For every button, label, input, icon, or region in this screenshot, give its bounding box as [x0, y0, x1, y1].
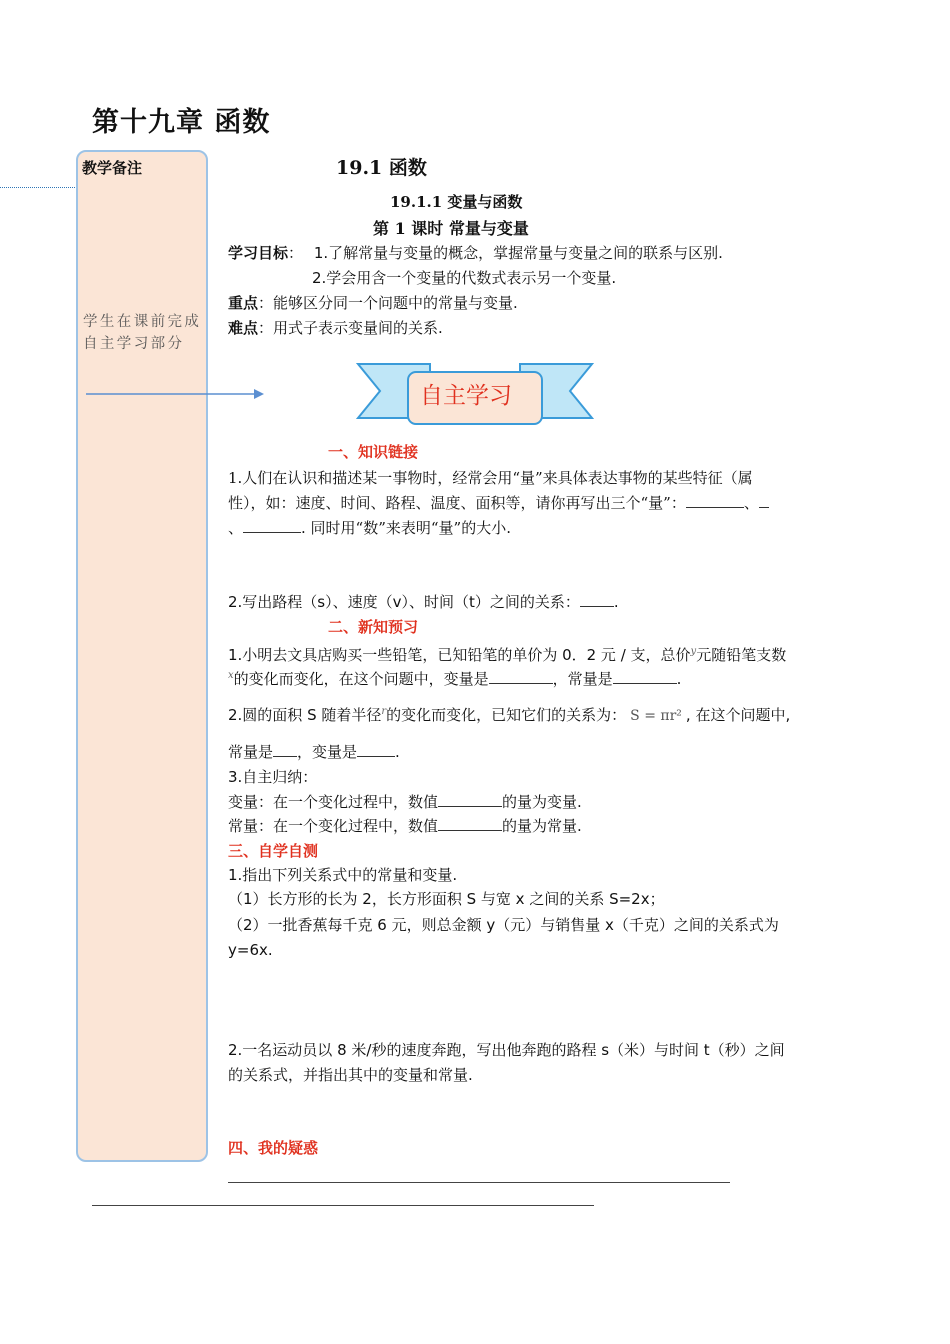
difficulty-label: 难点: [228, 319, 259, 337]
subsection-title: 19.1.1 变量与函数: [390, 193, 523, 211]
goal-item-1: 1.了解常量与变量的概念，掌握常量与变量之间的联系与区别.: [313, 244, 723, 262]
answer-blank[interactable]: [580, 590, 614, 607]
answer-blank[interactable]: [273, 740, 297, 757]
answer-blank[interactable]: [759, 491, 769, 508]
sidebar-panel: [76, 150, 208, 1162]
answer-blank[interactable]: [613, 667, 677, 684]
part3-q2: [228, 1038, 860, 1088]
chapter-title: 第十九章 函数: [92, 107, 271, 138]
definition-text: 常量：在一个变化过程中，数值: [228, 817, 439, 835]
banner-text: 自主学习: [420, 383, 512, 409]
part1-q1-line1: 1.人们在认识和描述某一事物时，经常会用“量”来具体表达事物的某些特征（属: [228, 469, 753, 487]
arrow-right-icon: [86, 386, 266, 402]
answer-line[interactable]: [228, 1182, 730, 1183]
goals-line-1: 学习目标： 1.了解常量与变量的概念，掌握常量与变量之间的联系与区别.: [228, 244, 723, 262]
key-point-text: 能够区分同一个问题中的常量与变量.: [273, 294, 518, 312]
part1-question-1: [228, 466, 860, 541]
answer-blank[interactable]: [357, 740, 395, 757]
part3-q1-item2: [228, 913, 860, 963]
definition-text: 的量为变量.: [502, 793, 582, 811]
answer-line[interactable]: [92, 1205, 594, 1206]
part1-q1-sep: 、: [228, 519, 244, 537]
part1-q1-tail: . 同时用“数”来表明“量”的大小.: [301, 519, 511, 537]
variable-r: r: [381, 706, 387, 717]
variable-y: y: [690, 646, 697, 657]
goals-label: 学习目标: [228, 244, 289, 262]
part1-q1-line2: [228, 491, 860, 516]
constant-definition: [228, 814, 582, 838]
area-formula: S = πr²: [630, 708, 682, 724]
margin-dotted-line: [0, 187, 77, 188]
part1-q1-line3: [228, 516, 860, 541]
part3-q1: 1.指出下列关系式中的常量和变量.: [228, 866, 458, 884]
key-point: 重点：能够区分同一个问题中的常量与变量.: [228, 294, 518, 312]
sidebar-note: 学生在课前完成自主学习部分: [83, 314, 202, 352]
part2-q1-text: ，常量是: [552, 670, 613, 688]
part3-q2-line1: 2.一名运动员以 8 米/秒的速度奔跑，写出他奔跑的路程 s（米）与时间 t（秒）之间: [228, 1041, 785, 1059]
difficulty: 难点：用式子表示变量间的关系.: [228, 319, 443, 337]
answer-blank[interactable]: [438, 790, 502, 807]
answer-blank[interactable]: [489, 667, 553, 684]
part2-q1-line1: [228, 640, 786, 667]
part1-q1-sep: 、: [743, 494, 759, 512]
part2-q1-text: 元随铅笔支数: [696, 646, 787, 664]
part2-heading: 二、新知预习: [328, 618, 419, 636]
answer-blank[interactable]: [686, 491, 744, 508]
part3-heading: 三、自学自测: [228, 842, 319, 860]
part2-q2-text: 的变化而变化，已知它们的关系为：: [386, 706, 627, 724]
answer-blank[interactable]: [243, 516, 301, 533]
part2-q2-text: , 在这个问题中,: [685, 706, 791, 724]
part1-q2-text: 2.写出路程（s）、速度（v）、时间（t）之间的关系：: [228, 593, 580, 611]
part2-q2-text: 常量是: [228, 743, 274, 761]
sidebar-title: 教学备注: [82, 159, 143, 177]
part2-q2-text: 2.圆的面积 S 随着半径: [228, 706, 382, 724]
part2-q2-line1: [228, 700, 790, 728]
variable-x: x: [228, 670, 234, 681]
part4-heading: 四、我的疑惑: [228, 1139, 319, 1157]
part1-question-2: 2.写出路程（s）、速度（v）、时间（t）之间的关系： .: [228, 590, 619, 614]
lesson-title: 第 1 课时 常量与变量: [373, 219, 529, 238]
variable-definition: [228, 790, 582, 814]
definition-text: 的量为常量.: [502, 817, 582, 835]
goal-item-2: 2.学会用含一个变量的代数式表示另一个变量.: [312, 269, 617, 287]
part2-q1-text: 的变化而变化，在这个问题中，变量是: [233, 670, 489, 688]
part2-q2-line2: 常量是 ，变量是 .: [228, 740, 400, 764]
difficulty-text: 用式子表示变量间的关系.: [273, 319, 443, 337]
key-point-label: 重点: [228, 294, 259, 312]
part3-q1-item2-line1: （2）一批香蕉每千克 6 元，则总金额 y（元）与销售量 x（千克）之间的关系式为: [228, 916, 779, 934]
part2-q3: 3.自主归纳：: [228, 768, 318, 786]
definition-text: 变量：在一个变化过程中，数值: [228, 793, 439, 811]
part3-q2-line2: 的关系式，并指出其中的变量和常量.: [228, 1066, 473, 1084]
part1-heading: 一、知识链接: [328, 443, 419, 461]
part3-q1-item2-line2: y=6x.: [228, 941, 273, 959]
part2-q1-line2: $^x$的变化而变化，在这个问题中，变量是 ，常量是 .: [228, 664, 681, 691]
part3-q1-item1: （1）长方形的长为 2，长方形面积 S 与宽 x 之间的关系 S=2x；: [228, 890, 665, 908]
part2-q2-text: ，变量是: [297, 743, 358, 761]
answer-blank[interactable]: [438, 814, 502, 831]
part1-q1-text: 性），如：速度、时间、路程、温度、面积等，请你再写出三个“量”：: [228, 494, 686, 512]
part2-q1-text: 1.小明去文具店购买一些铅笔，已知铅笔的单价为 0．2 元 / 支，总价: [228, 646, 691, 664]
section-title: 19.1 函数: [336, 157, 427, 179]
